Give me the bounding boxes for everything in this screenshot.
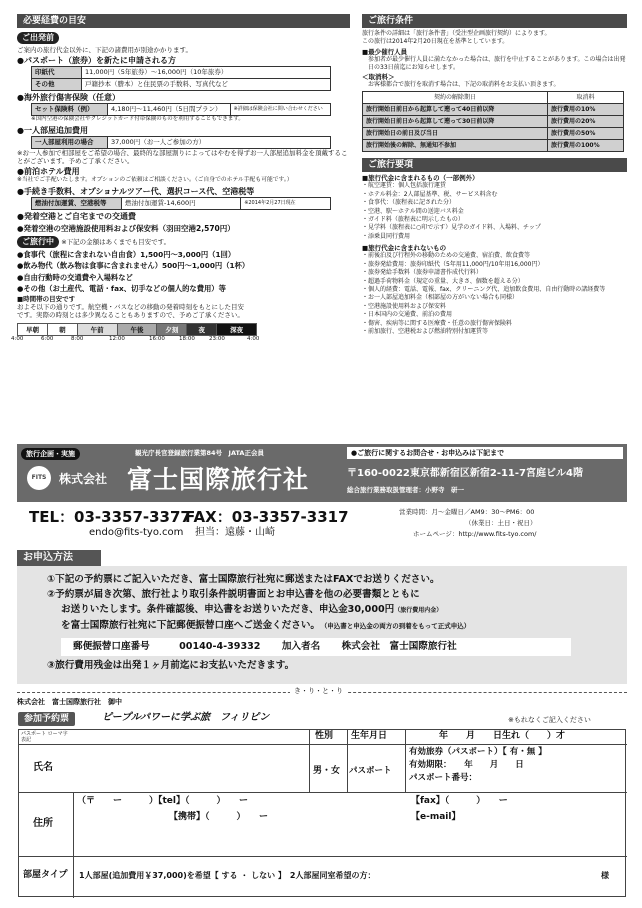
contact-person: 担当：遠藤・山崎 (195, 527, 275, 538)
passport-expiry[interactable]: 有効期限： 年 月 日 (409, 760, 524, 770)
grid-vline (73, 856, 74, 898)
time-label: 夜 (187, 323, 217, 336)
room-sama: 様 (601, 871, 609, 880)
phone-banner: ●ご旅行に関するお問合せ・お申込みは下記まで (347, 447, 623, 459)
apply-step2c-note: （申込書と申込金の両方の到着をもって正式申込） (324, 622, 471, 630)
grid-vline (309, 730, 310, 792)
insurance-heading: ●海外旅行傷害保険（任意） (17, 93, 120, 103)
form-grid (18, 729, 626, 897)
company-block (17, 444, 627, 546)
grid-line (19, 744, 309, 745)
section-title-conditions: ご旅行条件 (362, 14, 627, 28)
prep-tag: ご出発前 (17, 32, 59, 44)
passport-valid[interactable]: 有効旅券（パスポート）【 有・無 】 (409, 747, 547, 757)
grid-line (19, 856, 627, 857)
time-bar (17, 323, 257, 336)
included-item: ・見学料（旅程表に○印で示す）見学のガイド料、入場料、チップ (362, 224, 541, 232)
excluded-item: ・旅券発給手数料（旅券申請書作成代行料） (362, 269, 483, 277)
grid-line (19, 792, 627, 793)
email-link[interactable]: endo@fits-tyo.com (89, 527, 184, 538)
time-label: 朝 (48, 323, 78, 336)
cancel-cell: 旅行費用の50% (548, 128, 624, 140)
grid-hline (309, 744, 627, 745)
form-note: ※もれなくご記入ください (508, 716, 591, 724)
section-title-expenses: 必要経費の目安 (17, 14, 350, 28)
airport-fee-heading: ●発着空港の空港施設使用料および保安料（羽田空港2,570円） (17, 223, 235, 233)
mobile-field[interactable]: 【携帯】（ ） ー (169, 812, 269, 822)
apply-step3: ③旅行費用残金は出発１ヶ月前迄にお支払いただきます。 (47, 660, 295, 671)
excluded-item: ・超過手荷物料金（規定の重量、大きさ、個数を超える分） (362, 277, 524, 285)
office-hours: 営業時間：月～金曜日／AM9：30～PM6：00 (399, 508, 535, 516)
company-address: 〒160-0022東京都新宿区新宿2-11-7宮庭ビル4階 (347, 468, 583, 479)
cancel-cell: 旅行開始日前日から起算して遡って30日前以降 (363, 116, 548, 128)
prep-intro: ご案内の旅行代金以外に、下記の諸費用が別途かかります。 (17, 46, 192, 54)
license-text: 観光庁長官登録旅行業第84号 JATA正会員 (135, 449, 264, 457)
during-item: ●飲み物代（飲み物は食事に含まれません）500円～1,000円（1杯） (17, 261, 250, 271)
cancel-cell: 旅行費用の100% (548, 140, 624, 152)
cancel-text: お客様都合で旅行を取消す場合は、下記の取消料をお支払い頂きます。 (368, 81, 560, 89)
during-item: ●その他（お土産代、電話・fax、切手などの個人的な費用）等 (17, 283, 226, 293)
apply-step1: ①下記の予約票にご記入いただき、富士国際旅行社宛に郵送またはFAXでお送りください。 (47, 574, 440, 585)
excluded-item: ・個人的経費：電話、電報、fax、クリーニング代、追加飲食費用、自由行動時の諸経費等 (362, 285, 606, 293)
cancel-cell: 旅行開始日の前日及び当日 (363, 128, 548, 140)
apply-box (17, 566, 627, 684)
fees-cell-note: ※2014年2月27日現在 (241, 197, 331, 209)
fees-cell: 燃油付加運賃、空港税等 (32, 197, 122, 209)
single-cell: 37,000円（お一人ご参加の方） (108, 136, 331, 148)
time-tick: 4:00 (11, 335, 24, 342)
hotel-heading: ●前泊ホテル費用 (17, 167, 80, 177)
excluded-item: ・傷害、疾病等に関する医療費・任意の旅行傷害保険料 (362, 319, 513, 327)
single-note: ※お一人参加で相部屋をご希望の場合、最終的な部屋割りによってはやむを得ずお一人部屋追加料金を頂戴することがございます。予めご了承ください。 (17, 148, 348, 166)
hotel-note: ※当社でご手配いたします。オプションのご依頼はご相談ください。（ご自身でのホテル手配も可能です。） (17, 177, 293, 184)
time-heading: ■時間帯の目安です (17, 294, 76, 303)
insurance-cell: セット保険料（例） (32, 104, 108, 116)
name-label: 氏名 (33, 762, 53, 773)
tel-number[interactable]: TEL：03-3357-3377 (29, 508, 191, 526)
gender-value[interactable]: 男・女 (313, 766, 341, 776)
apply-step2c-row (47, 618, 597, 634)
homepage-link[interactable]: ホームページ：http://www.fits-tyo.com/ (413, 530, 537, 538)
form-recipient: 株式会社 富士国際旅行社 御中 (17, 698, 122, 706)
cancel-cell: 旅行費用の10% (548, 104, 624, 116)
time-tick: 16:00 (149, 335, 165, 342)
cond-text: 旅行条件の詳細は「旅行条件書」（受注型企画旅行契約）によります。 (362, 30, 551, 37)
fees-heading: ●手続き手数料、オプショナルツアー代、選択コース代、空港税等 (17, 186, 255, 196)
form-tag: 参加予約票 (18, 712, 75, 726)
company-logo: FITS (27, 466, 51, 490)
passport-cell: その他 (32, 79, 82, 91)
zip-tel-field[interactable]: （〒 ー ）【tel】（ ） ー (77, 796, 248, 806)
time-label: 午前 (78, 323, 118, 336)
single-table (31, 136, 331, 149)
time-tick: 12:00 (109, 335, 125, 342)
single-cell: 一人部屋利用の場合 (32, 136, 108, 148)
postal-label: 郵便振替口座番号 (73, 641, 150, 652)
grid-vline (73, 792, 74, 856)
holiday-text: （休業日：土日・祝日） (465, 519, 537, 527)
postal-box (61, 638, 571, 656)
during-tag: ご旅行中 (17, 236, 59, 248)
email-field[interactable]: 【e-mail】 (411, 812, 461, 822)
cancel-header: 契約の解除期日 (363, 92, 548, 104)
dob-value[interactable]: 年 月 日生れ（ ）才 (439, 731, 566, 741)
apply-step2a: ②予約票が届き次第、旅行社より取引条件説明書面とお申込書を他の必要書類とともに (47, 589, 420, 600)
min-text: 参加者が最少催行人員に満たなかった場合は、旅行を中止することがあります。この場合は出発日の33日前迄にお知らせします。 (368, 55, 626, 71)
passport-cell: 印紙代 (32, 67, 82, 79)
passport-number[interactable]: パスポート番号： (409, 773, 478, 783)
excluded-item: ・空港施設使用料および保安料 (362, 302, 447, 310)
time-label: 午後 (118, 323, 158, 336)
time-label: 早朝 (18, 323, 48, 336)
time-tick: 8:00 (71, 335, 84, 342)
during-note: ※下記の金額はあくまでも目安です。 (61, 238, 171, 247)
included-item: ・ガイド料（旅程表に明示したもの） (362, 215, 464, 223)
included-heading: ■旅行代金に含まれるもの（一部例外） (362, 174, 479, 183)
fax-number: FAX：03-3357-3317 (185, 508, 349, 526)
included-item: ・食事代：（旅程表に記された分） (362, 199, 456, 207)
included-list (362, 182, 627, 241)
fax-field[interactable]: 【fax】（ ） ー (411, 796, 508, 806)
time-tick: 6:00 (41, 335, 54, 342)
cancel-cell: 旅行開始日前日から起算して遡って40日前以降 (363, 104, 548, 116)
apply-step2c: を富士国際旅行社宛に下記郵便振替口座へご送金ください。 (61, 620, 321, 631)
company-prefix: 株式会社 (59, 472, 108, 486)
holder-label: 加入者名 (281, 641, 321, 652)
room-field[interactable]: 1人部屋(追加費用￥37,000)を希望【 する ・ しない 】 2人部屋同室希望の方： (79, 871, 376, 880)
excluded-item: ・お一人部屋追加料金（相部屋の方がいない場合も同様） (362, 294, 519, 302)
excluded-item: ・前加旅行、空港税および燃油特別付加運賃等 (362, 327, 489, 335)
cancel-heading: ＜取消料＞ (362, 73, 395, 82)
excluded-list (362, 252, 627, 336)
company-manager: 総合旅行業務取扱管理者：小野寺 研一 (347, 486, 464, 494)
address-label: 住所 (33, 818, 53, 829)
during-item: ●食事代（旅程に含まれない自由食）1,500円～3,000円（1回） (17, 250, 236, 260)
fees-cell: 燃油付加運賃-14,600円 (122, 197, 241, 209)
tour-name: ピープルパワーに学ぶ旅 フィリピン (102, 712, 270, 723)
apply-step2b: お送りいたします。条件確認後、申込書をお送りいただき、申込金30,000円 (61, 604, 395, 615)
insurance-note: ※国内空港の保険会社やクレジットカード付帯保険のものを利用することもできます。 (31, 116, 244, 123)
cut-label: き・り・と・り (290, 687, 347, 696)
included-item: ・添乗員同行費用 (362, 232, 411, 240)
time-tick: 23:00 (209, 335, 225, 342)
time-tick: 18:00 (179, 335, 195, 342)
passport-label: パスポート (349, 766, 392, 776)
excluded-heading: ■旅行代金に含まれないもの (362, 244, 447, 253)
time-label: 深夜 (217, 323, 257, 336)
cond-text: この旅行は2014年2月20日現在を基準としています。 (362, 37, 509, 45)
passport-table (31, 66, 331, 91)
excluded-item: ・日本国内の交通費、前泊の費用 (362, 311, 453, 319)
passport-heading: ●パスポート（旅券）を新たに申請される方 (17, 56, 176, 66)
insurance-cell-note: ※詳細は保険会社に問い合わせください (230, 104, 330, 116)
dob-label: 生年月日 (351, 731, 388, 741)
excluded-item: ・旅券発給費用：旅券印紙代（5年用11,000円/10年用16,000円） (362, 260, 544, 268)
excluded-item: ・前後泊及び行程外の移動のための交通費、宿泊費、飲食費等 (362, 252, 531, 260)
domestic-heading: ●発着空港とご自宅までの交通費 (17, 211, 136, 221)
cancel-cell: 旅行開始後の解除、無通知不参加 (363, 140, 548, 152)
passport-cell: 戸籍抄本（謄本）と住民票の手数料、写真代など (82, 79, 331, 91)
included-item: ・航空運賃：個人包括旅行運賃 (362, 182, 447, 190)
time-ticks (11, 335, 267, 345)
left-column (11, 14, 350, 440)
apply-title: お申込方法 (17, 550, 101, 566)
gender-label: 性別 (315, 731, 334, 741)
postal-number: 00140-4-39332 (179, 641, 261, 652)
single-heading: ●一人部屋追加費用 (17, 125, 88, 135)
company-name: 富士国際旅行社 (127, 465, 310, 494)
grid-vline (347, 730, 348, 792)
included-item: ・空港、駅～ホテル間の送迎バス料金 (362, 207, 464, 215)
section-title-requirements: ご旅行要項 (362, 158, 627, 172)
insurance-table (31, 103, 331, 116)
time-label: 夕刻 (157, 323, 187, 336)
apply-step2b-note: （旅行費用内金） (394, 607, 443, 614)
fees-table (31, 197, 331, 210)
right-column (362, 14, 627, 440)
during-item: ●自由行動時の交通費や入場料など (17, 272, 133, 282)
organizer-tag: 旅行企画・実施 (21, 448, 80, 460)
included-item: ・ホテル料金：2人部屋基準、税、サービス料含む (362, 190, 498, 198)
cancel-cell: 旅行費用の20% (548, 116, 624, 128)
holder-name: 株式会社 富士国際旅行社 (341, 641, 457, 652)
cancel-table (362, 91, 624, 152)
grid-vline (405, 730, 406, 792)
insurance-cell: 4,180円～11,460円（5日間プラン） (108, 104, 231, 116)
time-text: およそ以下の通りです。航空機・バスなどの移動の発着時刻をもとにした目安です。実際の時刻とは多少異なることもありますので、予めご了承ください。 (17, 302, 244, 320)
cancel-header: 取消料 (548, 92, 624, 104)
passport-cell: 11,000円（5年旅券）～16,000円（10年旅券） (82, 67, 331, 79)
furigana-label: パスポート ローマ字表記 (21, 731, 68, 743)
time-tick: 4:00 (247, 335, 260, 342)
apply-step2b-row (47, 602, 597, 618)
min-heading: ■最少催行人員 (362, 47, 408, 56)
room-label: 部屋タイプ (23, 870, 68, 880)
